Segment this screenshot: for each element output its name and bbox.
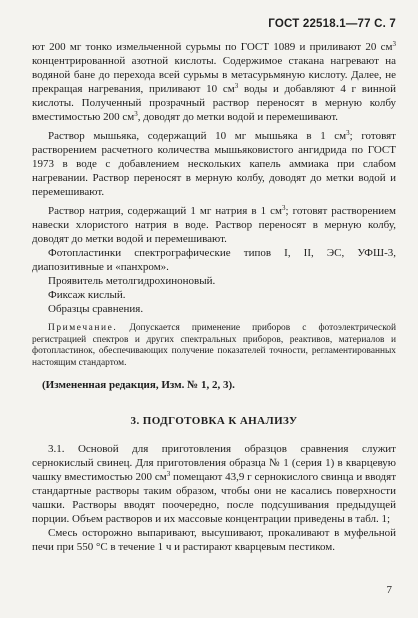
- section-heading: 3. ПОДГОТОВКА К АНАЛИЗУ: [130, 415, 298, 428]
- paragraph-developer: Проявитель метолгидрохиноновый.: [48, 275, 216, 287]
- paragraph-sodium-solution: Раствор натрия, содержащий 1 мг натрия в 1 $см^3$; готовят растворением навески хлористого натрия в воде. Раствор переносят в мерную колбу, доводят до метки водой и перемешивают.: [32, 204, 396, 245]
- page-number: 7: [386, 584, 392, 596]
- paragraph-evaporation: Смесь осторожно выпаривают, высушивают, прокаливают в муфельной печи при 550 °С в течение 1 ч и растирают кварцевым пестиком.: [32, 527, 396, 554]
- paragraph-arsenic-solution: Раствор мышьяка, содержащий 10 мг мышьяка в 1 $см^3$; готовят растворением расчетного количества мышьяковистого ангидрида по ГОСТ 1973 в воде с добавлением нескольких капель аммиака при слабом нагревании. Раствор переносят в мерную колбу, доводят до метки водой и перемешивают.: [32, 129, 396, 198]
- note-label: Примечание.: [48, 323, 118, 333]
- paragraph-3-1: 3.1. Основой для приготовления образцов сравнения служит сернокислый свинец. Для приготовления образца № 1 (серия 1) в кварцевую чашку вместимостью 200 $см^3$ помещают 43,9 г сернокислого свинца и вводят стандартные растворы таким образом, чтобы они не касались поверхности чашки. Растворы вводят поочередно, после подсушивания предыдущей порции. Объем растворов и их массовые концентрации приведены в табл. 1;: [32, 443, 397, 526]
- paragraph-fixer: Фиксаж кислый.: [48, 289, 126, 301]
- paragraph-antimony-solution: ют 200 мг тонко измельченной сурьмы по ГОСТ 1089 и приливают 20 $см^3$ концентрированной азотной кислоты. Содержимое стакана нагревают на водяной бане до перехода всей сурьмы в метасурьмяную кислоту. Далее, не прекращая нагревания, приливают 10 $см^3$ воды и добавляют 4 г винной кислоты. Полученный прозрачный раствор переносят в мерную колбу вместимостью 200 $см^3$, доводят до метки водой и перемешивают.: [32, 40, 397, 123]
- running-header: ГОСТ 22518.1—77 С. 7: [268, 18, 396, 30]
- page-body: [32, 40, 396, 554]
- amendment-line: (Измененная редакция, Изм. № 1, 2, 3).: [42, 379, 235, 392]
- paragraph-reference-samples: Образцы сравнения.: [48, 303, 144, 315]
- paragraph-photoplates: Фотопластинки спектрографические типов I, II, ЭС, УФШ-3, диапозитивные и «панхром».: [32, 247, 396, 273]
- note-block: [32, 323, 396, 369]
- note-text: Допускается применение приборов с фотоэлектрической регистрацией спектров и других спектральных приборов, реактивов, материалов и фотопластинок, обеспечивающих получение показателей точности, регламентированных настоящим стандартом.: [32, 323, 396, 368]
